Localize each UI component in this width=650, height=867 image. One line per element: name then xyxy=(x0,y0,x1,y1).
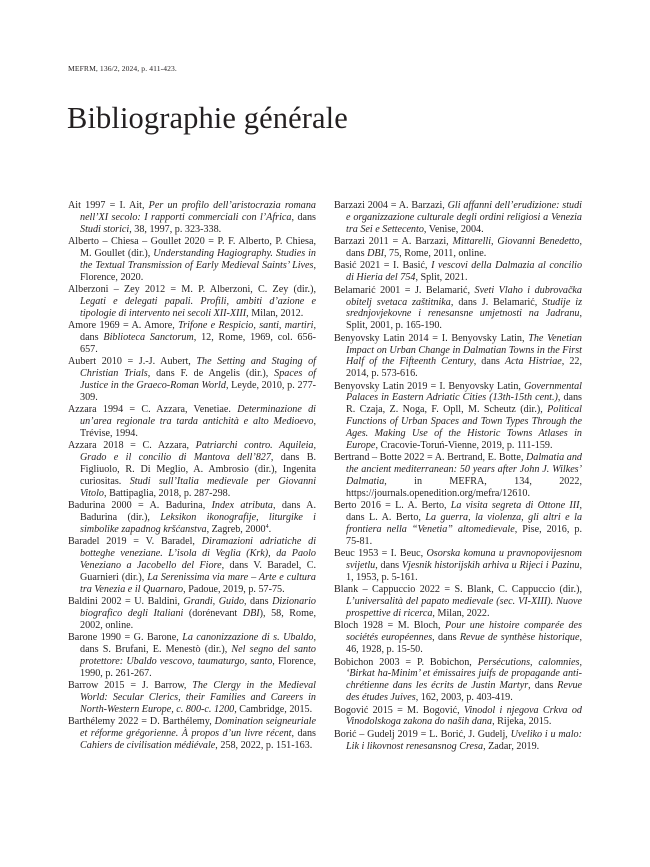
italic-title: Domination seigneuriale et réforme grégorienne. À propos d’un livre récent xyxy=(80,716,316,740)
entry-text: Bertrand – Botte 2022 = A. Bertrand, E. Botte, xyxy=(334,452,526,464)
italic-title: Persécutions, calomnies, ‘Birkat ha-Minim’ et émissaires juifs de propagande anti-chrétienne dans les écrits de Justin Martyr xyxy=(346,656,583,692)
entry-text: (dorénevant xyxy=(183,608,243,620)
bibliography-entry xyxy=(334,236,582,260)
italic-title: Index atributa xyxy=(211,500,273,512)
bibliography-column-right xyxy=(334,200,582,753)
bibliography-entry xyxy=(334,333,582,380)
entry-text: Barzazi 2011 = A. Barzazi, xyxy=(334,236,453,248)
italic-title: Sveti Vlaho i dubrovačka obitelj svetaca zaštitnika xyxy=(346,284,582,308)
italic-title: Dalmatia and the ancient mediterranean: 50 years after John J. Wilkes’ Dalmatia xyxy=(346,452,582,487)
entry-text: , Pise, 2016, p. 75-81. xyxy=(346,523,582,547)
entry-text: , Split, 2001, p. 165-190. xyxy=(346,308,582,332)
entry-text: , dans L. A. Berto, xyxy=(346,500,582,524)
bibliography-entry xyxy=(68,500,316,536)
italic-title: Patriarchi contro. Aquileia, Grado e il concilio di Mantova dell’827 xyxy=(80,440,316,464)
entry-text: , 162, 2003, p. 403-419. xyxy=(415,692,513,704)
italic-title: La guerra, la violenza, gli altri e la frontiera nella “Venetia” altomedievale xyxy=(346,512,583,535)
bibliography-entry xyxy=(334,381,582,452)
entry-text: , Zadar, 2019. xyxy=(483,740,540,752)
italic-title: Diramazioni adriatiche di botteghe veneziane. L’isola di Veglia (Krk), da Paolo Veneziano a Jacobello del Fiore xyxy=(80,536,317,572)
entry-text: Benyovsky Latin 2019 = I. Benyovsky Latin, xyxy=(334,380,525,392)
bibliography-entry xyxy=(334,729,582,753)
entry-text: , Padoue, 2019, p. 57-75. xyxy=(183,583,285,595)
entry-text: , Cracovie-Toruń-Vienne, 2019, p. 111-159. xyxy=(375,439,553,451)
entry-text: Barrow 2015 = J. Barrow, xyxy=(68,680,193,692)
italic-title: Studije iz srednjovjekovne i renesansne umjetnosti na Jadranu xyxy=(346,296,583,320)
entry-text: , dans J. Belamarić, xyxy=(450,296,543,308)
entry-text: Blank – Cappuccio 2022 = S. Blank, C. Cappuccio (dir.), xyxy=(334,584,582,596)
entry-text: . xyxy=(268,523,272,535)
italic-title: Political Functions of Urban Spaces and Town Types Through the Ages. Making Use of the Historic Towns Atlases in Europe xyxy=(346,404,582,451)
bibliography-entry xyxy=(68,536,316,595)
journal-reference: MEFRM, 136/2, 2024, p. 411-423. xyxy=(68,64,177,73)
entry-text: , Cambridge, 2015. xyxy=(234,703,313,715)
italic-title: Studi storici xyxy=(80,223,130,235)
entry-text: , Zagreb, 2000 xyxy=(206,523,266,535)
italic-title: Leksikon ikonografije, liturgike i simbolike zapadnog kršćanstva xyxy=(80,512,316,535)
entry-text: , in MEFRA, 134, 2022, https://journals.openedition.org/mefra/12610. xyxy=(346,475,582,499)
entry-text: , Battipaglia, 2018, p. 287-298. xyxy=(104,487,231,499)
entry-text: Azzara 1994 = C. Azzara, Venetiae. xyxy=(68,404,238,416)
entry-text: Aubert 2010 = J.-J. Aubert, xyxy=(68,356,197,368)
bibliography-entry xyxy=(334,657,582,704)
entry-text: , 12, Rome, 1969, col. 656-657. xyxy=(80,332,316,355)
entry-text: Baldini 2002 = U. Baldini, xyxy=(68,596,184,608)
entry-text: Belamarić 2001 = J. Belamarić, xyxy=(334,284,475,296)
italic-title: Grandi, Guido xyxy=(183,596,245,608)
italic-title: Legati e delegati papali. Profili, ambiti d’azione e tipologie di intervento nei secoli XII-XIII xyxy=(80,295,316,319)
entry-text: Beuc 1953 = I. Beuc, xyxy=(334,548,427,560)
entry-text: Basić 2021 = I. Basić, xyxy=(334,260,432,272)
italic-title: Mittarelli, Giovanni Benedetto xyxy=(452,236,580,248)
entry-text: Badurina 2000 = A. Badurina, xyxy=(68,500,212,512)
bibliography-entry xyxy=(334,260,582,284)
italic-title: Uveliko i u malo: Lik i likovnost renesansnog Cresa xyxy=(346,728,582,752)
entry-text: , 258, 2022, p. 151-163. xyxy=(215,740,313,752)
bibliography-entry xyxy=(68,632,316,679)
bibliography-entry xyxy=(68,596,316,632)
italic-title: Pour une histoire comparée des sociétés européennes xyxy=(346,620,582,644)
entry-text: Baradel 2019 = V. Baradel, xyxy=(68,536,202,548)
entry-text: ), 58, Rome, 2002, online. xyxy=(80,608,316,631)
entry-text: , dans xyxy=(244,596,273,608)
entry-text: Barone 1990 = G. Barone, xyxy=(68,632,183,644)
page-title: Bibliographie générale xyxy=(67,101,348,135)
italic-title: DBI xyxy=(242,608,260,620)
entry-text: , dans V. Baradel, C. Guarnieri (dir.), xyxy=(80,560,316,583)
italic-title: I vescovi della Dalmazia al concilio di Hieria del 754 xyxy=(346,260,583,284)
bibliography-entry xyxy=(68,200,316,236)
entry-text: , Leyde, 2010, p. 277-309. xyxy=(80,380,316,403)
entry-text: , Florence, 2020. xyxy=(80,259,316,283)
italic-title: Osorska komuna u pravnopovijesnom svijetlu xyxy=(346,548,582,572)
entry-text: , Venise, 2004. xyxy=(423,223,484,235)
entry-text: , dans xyxy=(291,211,316,223)
bibliography-entry xyxy=(334,705,582,729)
bibliography-entry xyxy=(334,548,582,584)
entry-text: , dans xyxy=(346,236,582,259)
italic-title: DBI xyxy=(367,247,384,259)
entry-text: Bloch 1928 = M. Bloch, xyxy=(334,620,446,632)
entry-text: , dans xyxy=(291,728,317,740)
bibliography-entry xyxy=(68,320,316,356)
footnote-marker: 4 xyxy=(265,523,269,530)
entry-text: Alberzoni – Zey 2012 = M. P. Alberzoni, C. Zey (dir.), xyxy=(68,284,316,296)
entry-text: , dans xyxy=(80,320,316,344)
italic-title: Acta Histriae xyxy=(504,356,562,368)
italic-title: Spaces of Justice in the Graeco-Roman World xyxy=(80,368,316,392)
entry-text: Barzazi 2004 = A. Barzazi, xyxy=(334,200,448,211)
entry-text: , 22, 2014, p. 573-616. xyxy=(346,356,583,380)
bibliography-entry xyxy=(68,284,316,320)
bibliography-entry xyxy=(334,584,582,620)
italic-title: La visita segreta di Ottone III xyxy=(450,500,580,512)
entry-text: , Milan, 2022. xyxy=(432,608,490,620)
italic-title: Cahiers de civilisation médiévale xyxy=(80,740,216,752)
italic-title: L’universalità del papato medievale (sec. VI-XIII). Nuove prospettive di ricerca xyxy=(346,596,582,620)
entry-text: Bogović 2015 = M. Bogović, xyxy=(334,704,464,716)
italic-title: Nel segno del santo protettore: Ubaldo vescovo, taumaturgo, santo xyxy=(80,644,316,667)
entry-text: , dans A. Badurina (dir.), xyxy=(80,500,316,524)
entry-text: Alberto – Chiesa – Goullet 2020 = P. F. Alberto, P. Chiesa, M. Goullet (dir.), xyxy=(68,236,316,259)
entry-text: Borić – Gudelj 2019 = L. Borić, J. Gudelj, xyxy=(334,728,511,740)
entry-text: , 46, 1928, p. 15-50. xyxy=(346,632,582,656)
italic-title: La canonizzazione di s. Ubaldo xyxy=(182,632,314,644)
entry-text: , 75, Rome, 2011, online. xyxy=(383,247,487,259)
italic-title: Vjesnik historijskih arhiva u Rijeci i Pazinu xyxy=(401,560,580,572)
bibliography-entry xyxy=(334,452,582,499)
italic-title: The Clergy in the Medieval World: Secular Clerics, their Families and Careers in North-Western Europe, c. 800-c. 1200 xyxy=(80,680,316,715)
entry-text: Bobichon 2003 = P. Bobichon, xyxy=(334,656,478,668)
entry-text: , Split, 2021. xyxy=(415,272,468,284)
bibliography-entry xyxy=(334,200,582,236)
entry-text: Barthélemy 2022 = D. Barthélemy, xyxy=(68,716,215,728)
entry-text: , dans B. Figliuolo, R. Di Meglio, A. Ambrosio (dir.), Ingenita curiositas. xyxy=(80,452,316,487)
italic-title: Per un profilo dell’aristocrazia romana nell’XI secolo: I rapporti commerciali con l’Africa xyxy=(80,200,316,223)
bibliography-entry xyxy=(68,680,316,716)
italic-title: La Serenissima via mare – Arte e cultura tra Venezia e il Quarnaro xyxy=(80,571,316,595)
entry-text: Amore 1969 = A. Amore, xyxy=(68,320,179,332)
entry-text: , 38, 1997, p. 323-338. xyxy=(129,223,222,235)
entry-text: Ait 1997 = I. Ait, xyxy=(68,200,149,211)
entry-text: , dans xyxy=(528,680,558,692)
entry-text: , dans F. de Angelis (dir.), xyxy=(147,368,275,380)
entry-text: Azzara 2018 = C. Azzara, xyxy=(68,440,196,452)
entry-text: Benyovsky Latin 2014 = I. Benyovsky Latin, xyxy=(334,332,529,344)
italic-title: Trifone e Respicio, santi, martiri xyxy=(178,320,314,332)
bibliography-entry xyxy=(68,440,316,499)
italic-title: Vinodol i njegova Crkva od Vinodolskoga zakona do naših dana xyxy=(346,704,582,728)
italic-title: The Setting and Staging of Christian Trials xyxy=(80,356,316,380)
entry-text: , Florence, 1990, p. 261-267. xyxy=(80,656,316,679)
italic-title: Biblioteca Sanctorum xyxy=(103,332,194,344)
entry-text: , Trévise, 1994. xyxy=(80,416,316,439)
entry-text: , dans S. Brufani, E. Menestò (dir.), xyxy=(80,632,316,656)
italic-title: Understanding Hagiography. Studies in the Textual Transmission of Early Medieval Saints’ Lives xyxy=(80,247,316,271)
bibliography-column-left xyxy=(68,200,316,753)
italic-title: Gli affanni dell’erudizione: studi e organizzazione culturale degli ordini religiosi a Venezia tra Sei e Settecento xyxy=(346,200,582,235)
bibliography-entry xyxy=(68,236,316,283)
entry-text: , Milan, 2012. xyxy=(246,307,304,319)
italic-title: Governmental Palaces in Eastern Adriatic Cities (13th-15th cent.) xyxy=(346,380,582,404)
italic-title: Revue des études Juives xyxy=(346,680,583,704)
entry-text: , dans xyxy=(375,560,402,572)
entry-text: Berto 2016 = L. A. Berto, xyxy=(334,500,451,512)
bibliography-entry xyxy=(68,404,316,440)
italic-title: The Venetian Impact on Urban Change in Dalmatian Towns in the First Half of the Fifteenth Century xyxy=(346,332,582,368)
bibliography-entry xyxy=(68,716,316,752)
italic-title: Studi sull’Italia medievale per Giovanni Vitolo xyxy=(80,475,317,499)
entry-text: , Rijeka, 2015. xyxy=(492,716,552,728)
entry-text: , dans xyxy=(432,632,460,644)
bibliography-entry xyxy=(334,500,582,547)
entry-text: , dans R. Czaja, Z. Noga, F. Opll, M. Scheutz (dir.), xyxy=(346,392,582,416)
entry-text: , 1, 1953, p. 5-161. xyxy=(346,560,583,583)
bibliography-entry xyxy=(68,356,316,403)
entry-text: , dans xyxy=(473,356,505,368)
italic-title: Determinazione di un’area regionale tra tarda antichità e alto Medioevo xyxy=(80,404,316,428)
italic-title: Dizionario biografico degli Italiani xyxy=(80,596,316,620)
bibliography-entry xyxy=(334,620,582,656)
italic-title: Revue de synthèse historique xyxy=(459,632,580,644)
bibliography-entry xyxy=(334,285,582,332)
